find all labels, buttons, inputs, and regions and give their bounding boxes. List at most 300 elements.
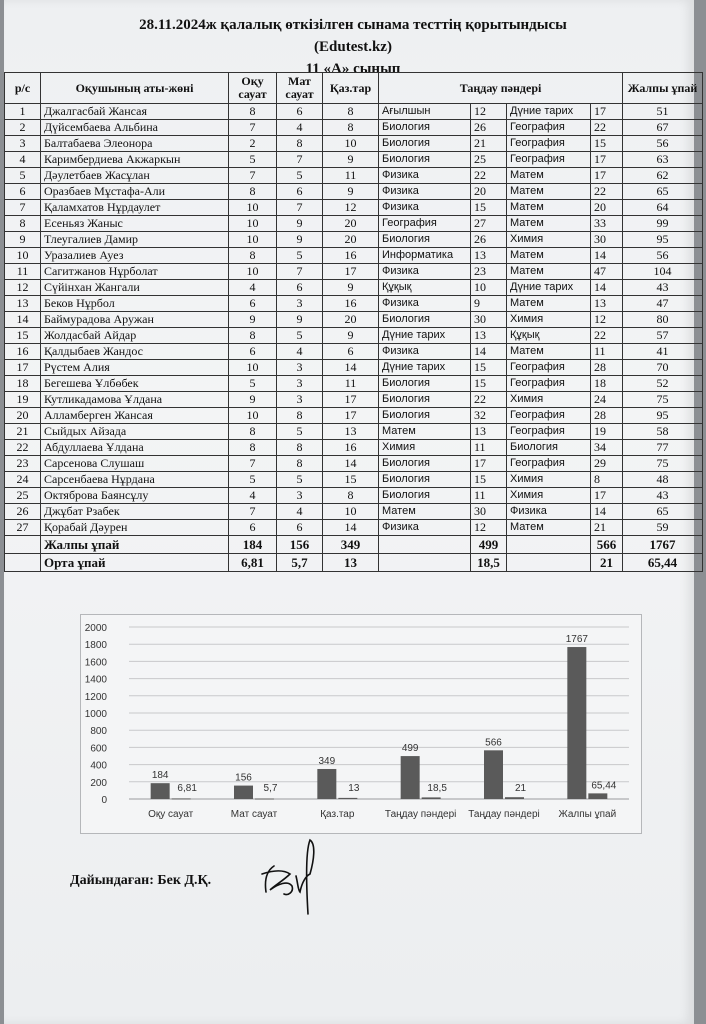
table-row: [5, 248, 703, 264]
reading-score: 4: [229, 488, 277, 504]
reading-score: 8: [229, 424, 277, 440]
results-chart: [80, 614, 642, 834]
math-score: 3: [277, 296, 323, 312]
student-name: Оразбаев Мұстафа-Али: [41, 184, 229, 200]
total-math: 156: [277, 536, 323, 554]
table-row: [5, 392, 703, 408]
elective2-subject: Химия: [507, 488, 591, 504]
total-score: 52: [623, 376, 703, 392]
student-name: Сагитжанов Нұрболат: [41, 264, 229, 280]
reading-score: 9: [229, 392, 277, 408]
elective1-score: 15: [471, 200, 507, 216]
total-score: 64: [623, 200, 703, 216]
elective2-score: 30: [591, 232, 623, 248]
elective2-score: 14: [591, 248, 623, 264]
row-num: 25: [5, 488, 41, 504]
student-name: Уразалиев Ауез: [41, 248, 229, 264]
table-row: [5, 424, 703, 440]
data-label-average: 18,5: [427, 783, 447, 794]
avg-empty-subj1: [379, 554, 471, 572]
table-row: [5, 264, 703, 280]
total-reading: 184: [229, 536, 277, 554]
row-num: 14: [5, 312, 41, 328]
math-score: 3: [277, 488, 323, 504]
history-score: 10: [323, 136, 379, 152]
elective1-subject: Ағылшын: [379, 104, 471, 120]
row-num: 27: [5, 520, 41, 536]
total-score: 75: [623, 456, 703, 472]
x-tick-label: Таңдау пәндері: [468, 809, 540, 820]
elective1-score: 12: [471, 104, 507, 120]
reading-score: 7: [229, 504, 277, 520]
elective1-score: 17: [471, 456, 507, 472]
elective1-subject: Физика: [379, 344, 471, 360]
total-score: 75: [623, 392, 703, 408]
elective1-score: 10: [471, 280, 507, 296]
bar-total: [151, 783, 170, 799]
table-row: [5, 200, 703, 216]
table-header-row: [5, 73, 703, 104]
table-row: [5, 360, 703, 376]
elective1-subject: Физика: [379, 264, 471, 280]
math-score: 6: [277, 184, 323, 200]
table-row: [5, 280, 703, 296]
row-num: 23: [5, 456, 41, 472]
student-name: Дәулетбаев Жасұлан: [41, 168, 229, 184]
student-name: Қорабай Дәурен: [41, 520, 229, 536]
elective2-subject: Матем: [507, 168, 591, 184]
data-label-average: 5,7: [263, 783, 278, 794]
total-label: Жалпы ұпай: [41, 536, 229, 554]
elective1-score: 15: [471, 376, 507, 392]
reading-score: 10: [229, 408, 277, 424]
total-score: 56: [623, 136, 703, 152]
total-score: 63: [623, 152, 703, 168]
header-history: Қаз.тар: [323, 73, 379, 104]
total-score: 77: [623, 440, 703, 456]
elective2-subject: Матем: [507, 520, 591, 536]
header-total: Жалпы ұпай: [623, 73, 703, 104]
elective2-subject: Матем: [507, 248, 591, 264]
y-tick-label: 1800: [84, 640, 107, 652]
elective1-subject: Матем: [379, 424, 471, 440]
elective2-score: 34: [591, 440, 623, 456]
math-score: 6: [277, 280, 323, 296]
y-tick-label: 2000: [84, 623, 107, 634]
reading-score: 7: [229, 168, 277, 184]
reading-score: 2: [229, 136, 277, 152]
elective2-score: 12: [591, 312, 623, 328]
history-score: 8: [323, 104, 379, 120]
math-score: 8: [277, 408, 323, 424]
student-name: Қалдыбаев Жандос: [41, 344, 229, 360]
elective1-subject: Биология: [379, 120, 471, 136]
elective1-subject: Матем: [379, 504, 471, 520]
header-math: Мат сауат: [277, 73, 323, 104]
total-score: 58: [623, 424, 703, 440]
elective2-subject: Биология: [507, 440, 591, 456]
elective1-subject: Биология: [379, 136, 471, 152]
elective1-score: 22: [471, 168, 507, 184]
total-row: [5, 536, 703, 554]
student-name: Бегешева Ұлбөбек: [41, 376, 229, 392]
elective2-score: 22: [591, 328, 623, 344]
table-row: [5, 296, 703, 312]
elective2-score: 22: [591, 120, 623, 136]
header-num: р/с: [5, 73, 41, 104]
table-row: [5, 216, 703, 232]
table-row: [5, 504, 703, 520]
history-score: 9: [323, 152, 379, 168]
student-name: Сарсенова Слушаш: [41, 456, 229, 472]
row-num: 16: [5, 344, 41, 360]
elective1-score: 12: [471, 520, 507, 536]
elective1-score: 26: [471, 232, 507, 248]
row-num: 20: [5, 408, 41, 424]
total-score: 47: [623, 296, 703, 312]
bar-average: [588, 793, 607, 799]
elective1-score: 27: [471, 216, 507, 232]
student-name: Сүйінхан Жангали: [41, 280, 229, 296]
row-num: 9: [5, 232, 41, 248]
elective2-score: 18: [591, 376, 623, 392]
elective2-score: 17: [591, 168, 623, 184]
bar-average: [255, 799, 274, 800]
student-name: Джалгасбай Жансая: [41, 104, 229, 120]
elective1-subject: Биология: [379, 312, 471, 328]
avg-empty: [5, 554, 41, 572]
elective1-subject: Құқық: [379, 280, 471, 296]
average-row: [5, 554, 703, 572]
bar-average: [338, 798, 357, 799]
elective2-score: 24: [591, 392, 623, 408]
avg-elective2: 21: [591, 554, 623, 572]
student-name: Алламберген Жансая: [41, 408, 229, 424]
elective2-subject: Химия: [507, 472, 591, 488]
reading-score: 10: [229, 200, 277, 216]
elective1-subject: Биология: [379, 392, 471, 408]
math-score: 8: [277, 440, 323, 456]
elective1-subject: Биология: [379, 152, 471, 168]
document-title: [0, 14, 706, 80]
elective2-score: 17: [591, 152, 623, 168]
elective1-score: 30: [471, 312, 507, 328]
math-score: 6: [277, 104, 323, 120]
row-num: 4: [5, 152, 41, 168]
row-num: 7: [5, 200, 41, 216]
reading-score: 9: [229, 312, 277, 328]
total-score: 95: [623, 408, 703, 424]
elective2-score: 17: [591, 104, 623, 120]
reading-score: 5: [229, 472, 277, 488]
row-num: 26: [5, 504, 41, 520]
table-row: [5, 376, 703, 392]
math-score: 9: [277, 312, 323, 328]
history-score: 9: [323, 280, 379, 296]
math-score: 4: [277, 504, 323, 520]
history-score: 17: [323, 392, 379, 408]
total-score: 80: [623, 312, 703, 328]
elective2-score: 21: [591, 520, 623, 536]
elective1-score: 13: [471, 424, 507, 440]
elective1-subject: Биология: [379, 408, 471, 424]
table-row: [5, 232, 703, 248]
reading-score: 6: [229, 344, 277, 360]
reading-score: 7: [229, 120, 277, 136]
total-score: 99: [623, 216, 703, 232]
reading-score: 5: [229, 376, 277, 392]
data-label-total: 566: [485, 737, 502, 749]
elective1-score: 15: [471, 472, 507, 488]
math-score: 3: [277, 392, 323, 408]
elective2-score: 11: [591, 344, 623, 360]
avg-elective1: 18,5: [471, 554, 507, 572]
reading-score: 10: [229, 232, 277, 248]
x-tick-label: Жалпы ұпай: [558, 809, 617, 820]
elective2-subject: Құқық: [507, 328, 591, 344]
elective1-score: 11: [471, 440, 507, 456]
student-name: Қаламхатов Нұрдаулет: [41, 200, 229, 216]
row-num: 17: [5, 360, 41, 376]
elective2-subject: География: [507, 408, 591, 424]
total-score: 65: [623, 504, 703, 520]
elective2-subject: Химия: [507, 232, 591, 248]
elective2-subject: География: [507, 360, 591, 376]
total-empty-subj2: [507, 536, 591, 554]
reading-score: 10: [229, 216, 277, 232]
row-num: 13: [5, 296, 41, 312]
elective2-subject: Матем: [507, 264, 591, 280]
prepared-by: Дайындаған: Бек Д.Қ.: [70, 873, 212, 888]
row-num: 3: [5, 136, 41, 152]
elective1-score: 21: [471, 136, 507, 152]
elective1-score: 15: [471, 360, 507, 376]
elective2-score: 47: [591, 264, 623, 280]
elective2-score: 22: [591, 184, 623, 200]
elective2-subject: География: [507, 120, 591, 136]
total-score: 43: [623, 488, 703, 504]
table-row: [5, 168, 703, 184]
elective2-score: 20: [591, 200, 623, 216]
elective1-subject: Физика: [379, 200, 471, 216]
history-score: 16: [323, 248, 379, 264]
math-score: 5: [277, 424, 323, 440]
math-score: 5: [277, 328, 323, 344]
history-score: 8: [323, 488, 379, 504]
student-name: Баймурадова Аружан: [41, 312, 229, 328]
x-tick-label: Оқу сауат: [148, 809, 194, 820]
elective1-score: 26: [471, 120, 507, 136]
data-label-total: 499: [401, 743, 419, 755]
history-score: 14: [323, 456, 379, 472]
math-score: 8: [277, 136, 323, 152]
bar-total: [484, 750, 503, 799]
table-row: [5, 328, 703, 344]
elective1-subject: Физика: [379, 520, 471, 536]
student-name: Абдуллаева Ұлдана: [41, 440, 229, 456]
student-name: Жолдасбай Айдар: [41, 328, 229, 344]
elective2-score: 19: [591, 424, 623, 440]
total-elective2: 566: [591, 536, 623, 554]
reading-score: 7: [229, 456, 277, 472]
row-num: 15: [5, 328, 41, 344]
elective1-subject: Биология: [379, 376, 471, 392]
math-score: 6: [277, 520, 323, 536]
total-score: 51: [623, 104, 703, 120]
elective1-score: 23: [471, 264, 507, 280]
data-label-total: 349: [318, 755, 336, 767]
elective1-subject: Биология: [379, 456, 471, 472]
row-num: 8: [5, 216, 41, 232]
math-score: 9: [277, 216, 323, 232]
elective1-subject: Биология: [379, 472, 471, 488]
reading-score: 8: [229, 440, 277, 456]
student-name: Тлеугалиев Дамир: [41, 232, 229, 248]
history-score: 13: [323, 424, 379, 440]
row-num: 18: [5, 376, 41, 392]
reading-score: 10: [229, 264, 277, 280]
x-tick-label: Қаз.тар: [320, 809, 355, 820]
avg-empty-subj2: [507, 554, 591, 572]
elective2-score: 13: [591, 296, 623, 312]
elective2-subject: Матем: [507, 296, 591, 312]
reading-score: 8: [229, 328, 277, 344]
bar-average: [172, 798, 191, 799]
elective1-score: 22: [471, 392, 507, 408]
elective1-score: 9: [471, 296, 507, 312]
avg-history: 13: [323, 554, 379, 572]
reading-score: 4: [229, 280, 277, 296]
table-row: [5, 488, 703, 504]
elective2-subject: Химия: [507, 392, 591, 408]
elective2-subject: География: [507, 136, 591, 152]
elective2-subject: Химия: [507, 312, 591, 328]
elective2-subject: География: [507, 376, 591, 392]
total-score: 57: [623, 328, 703, 344]
avg-reading: 6,81: [229, 554, 277, 572]
y-tick-label: 0: [101, 795, 107, 806]
elective1-subject: Физика: [379, 296, 471, 312]
elective2-subject: География: [507, 424, 591, 440]
bar-average: [505, 797, 524, 799]
total-score: 65: [623, 184, 703, 200]
history-score: 20: [323, 312, 379, 328]
reading-score: 6: [229, 520, 277, 536]
elective1-score: 30: [471, 504, 507, 520]
data-label-average: 65,44: [591, 780, 617, 792]
math-score: 9: [277, 232, 323, 248]
y-tick-label: 200: [90, 777, 107, 789]
avg-total: 65,44: [623, 554, 703, 572]
elective1-subject: География: [379, 216, 471, 232]
table-row: [5, 456, 703, 472]
data-label-average: 6,81: [177, 783, 197, 794]
history-score: 12: [323, 200, 379, 216]
elective1-score: 11: [471, 488, 507, 504]
row-num: 6: [5, 184, 41, 200]
row-num: 12: [5, 280, 41, 296]
elective1-subject: Дүние тарих: [379, 328, 471, 344]
total-score: 62: [623, 168, 703, 184]
history-score: 10: [323, 504, 379, 520]
math-score: 7: [277, 264, 323, 280]
elective1-subject: Химия: [379, 440, 471, 456]
elective2-subject: Матем: [507, 344, 591, 360]
row-num: 21: [5, 424, 41, 440]
total-total: 1767: [623, 536, 703, 554]
x-tick-label: Таңдау пәндері: [384, 809, 457, 820]
avg-math: 5,7: [277, 554, 323, 572]
data-label-total: 156: [235, 772, 252, 784]
elective1-subject: Биология: [379, 232, 471, 248]
elective2-score: 8: [591, 472, 623, 488]
signature-image: [244, 830, 334, 925]
student-name: Октяброва Баянсұлу: [41, 488, 229, 504]
table-row: [5, 136, 703, 152]
history-score: 17: [323, 264, 379, 280]
student-name: Балтабаева Элеонора: [41, 136, 229, 152]
total-score: 67: [623, 120, 703, 136]
history-score: 9: [323, 328, 379, 344]
total-score: 48: [623, 472, 703, 488]
elective1-score: 13: [471, 248, 507, 264]
table-row: [5, 344, 703, 360]
table-row: [5, 472, 703, 488]
elective2-subject: Физика: [507, 504, 591, 520]
bar-total: [401, 756, 420, 799]
elective1-subject: Дүние тарих: [379, 360, 471, 376]
history-score: 15: [323, 472, 379, 488]
elective2-score: 17: [591, 488, 623, 504]
history-score: 6: [323, 344, 379, 360]
title-line-3: 11 «А» сынып: [305, 61, 401, 77]
table-row: [5, 184, 703, 200]
elective1-subject: Физика: [379, 184, 471, 200]
bar-total: [317, 769, 336, 799]
row-num: 11: [5, 264, 41, 280]
history-score: 20: [323, 232, 379, 248]
row-num: 19: [5, 392, 41, 408]
math-score: 5: [277, 168, 323, 184]
header-name: Оқушының аты-жөні: [41, 73, 229, 104]
elective2-subject: Дүние тарих: [507, 104, 591, 120]
table-row: [5, 520, 703, 536]
history-score: 20: [323, 216, 379, 232]
reading-score: 8: [229, 184, 277, 200]
elective2-subject: Матем: [507, 184, 591, 200]
elective2-score: 28: [591, 360, 623, 376]
results-table: [4, 72, 703, 572]
row-num: 10: [5, 248, 41, 264]
history-score: 16: [323, 296, 379, 312]
student-name: Сыйдых Айзада: [41, 424, 229, 440]
table-row: [5, 152, 703, 168]
row-num: 2: [5, 120, 41, 136]
elective1-score: 25: [471, 152, 507, 168]
total-empty: [5, 536, 41, 554]
table-body: [5, 104, 703, 536]
title-line-1: 28.11.2024ж қалалық өткізілген сынама тесттің қорытындысы: [139, 17, 567, 33]
elective1-score: 32: [471, 408, 507, 424]
row-num: 5: [5, 168, 41, 184]
history-score: 11: [323, 168, 379, 184]
reading-score: 6: [229, 296, 277, 312]
total-score: 95: [623, 232, 703, 248]
elective2-score: 28: [591, 408, 623, 424]
history-score: 11: [323, 376, 379, 392]
elective1-subject: Физика: [379, 168, 471, 184]
data-label-total: 1767: [565, 634, 588, 646]
